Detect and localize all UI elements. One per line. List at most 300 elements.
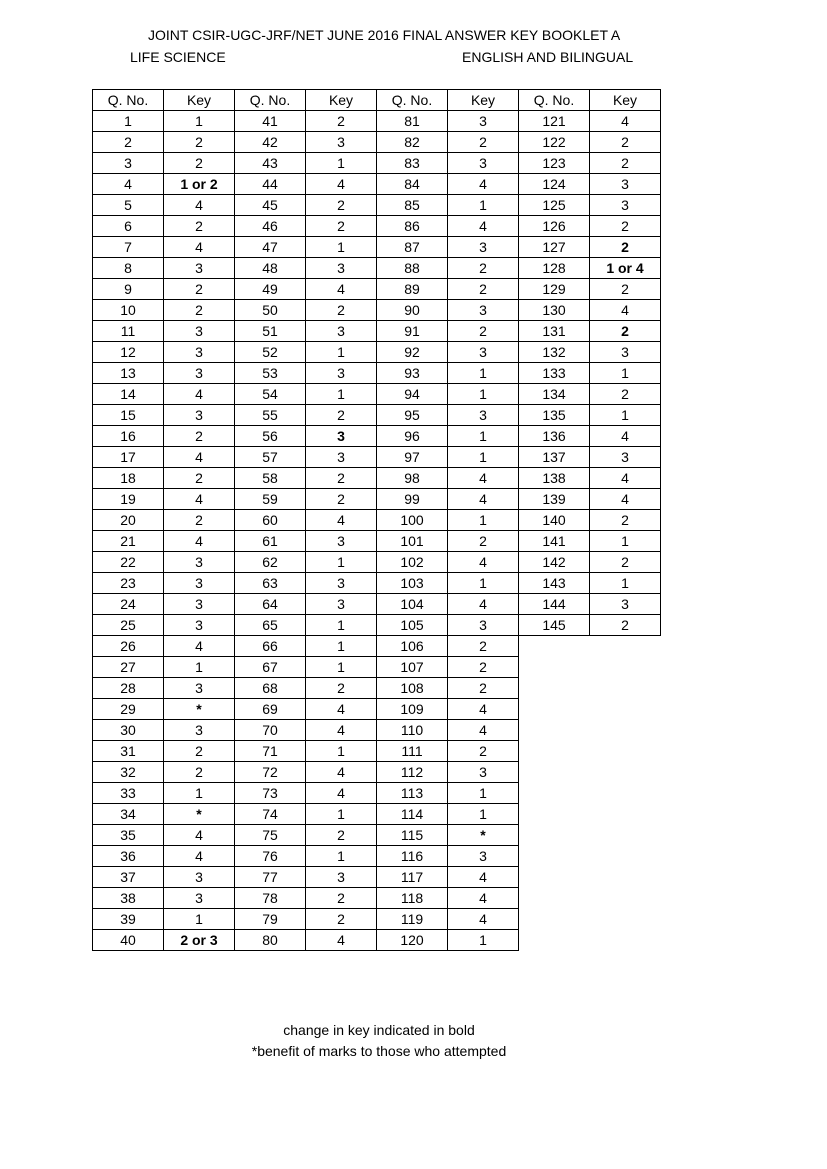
- question-number-cell: 37: [93, 867, 164, 888]
- table-row: [93, 930, 661, 951]
- answer-key-cell: 3: [590, 195, 661, 216]
- question-number-cell: 13: [93, 363, 164, 384]
- empty-cell: [590, 699, 661, 720]
- question-number-cell: 135: [519, 405, 590, 426]
- question-number-cell: 23: [93, 573, 164, 594]
- table-row: [93, 153, 661, 174]
- question-number-cell: 118: [377, 888, 448, 909]
- question-number-cell: 101: [377, 531, 448, 552]
- empty-cell: [519, 678, 590, 699]
- question-number-cell: 14: [93, 384, 164, 405]
- question-number-cell: 33: [93, 783, 164, 804]
- answer-key-cell: 3: [306, 132, 377, 153]
- answer-key-cell: 2: [590, 237, 661, 258]
- empty-cell: [519, 741, 590, 762]
- answer-key-cell: 3: [448, 846, 519, 867]
- question-number-cell: 106: [377, 636, 448, 657]
- answer-key-cell: 3: [306, 573, 377, 594]
- empty-cell: [590, 720, 661, 741]
- column-header-qno: Q. No.: [377, 90, 448, 111]
- answer-key-cell: 1: [306, 342, 377, 363]
- answer-key-cell: 3: [448, 153, 519, 174]
- answer-key-cell: 4: [448, 489, 519, 510]
- question-number-cell: 82: [377, 132, 448, 153]
- answer-key-cell: 4: [448, 909, 519, 930]
- answer-key-cell: 2: [590, 384, 661, 405]
- answer-key-cell: 2: [448, 678, 519, 699]
- answer-key-cell: 3: [306, 363, 377, 384]
- answer-key-cell: 1: [448, 804, 519, 825]
- empty-cell: [590, 804, 661, 825]
- answer-key-cell: 4: [448, 888, 519, 909]
- empty-cell: [519, 867, 590, 888]
- question-number-cell: 68: [235, 678, 306, 699]
- answer-key-cell: 1: [448, 426, 519, 447]
- empty-cell: [519, 825, 590, 846]
- answer-key-cell: 2: [164, 762, 235, 783]
- subject-label: LIFE SCIENCE: [130, 49, 226, 65]
- question-number-cell: 86: [377, 216, 448, 237]
- answer-key-cell: 3: [164, 573, 235, 594]
- table-row: [93, 258, 661, 279]
- question-number-cell: 5: [93, 195, 164, 216]
- answer-key-cell: 4: [448, 552, 519, 573]
- answer-key-cell: 2: [590, 615, 661, 636]
- answer-key-cell: 1 or 2: [164, 174, 235, 195]
- answer-key-cell: 3: [590, 342, 661, 363]
- question-number-cell: 41: [235, 111, 306, 132]
- answer-key-cell: 3: [448, 111, 519, 132]
- answer-key-cell: 2: [590, 510, 661, 531]
- answer-key-cell: 3: [164, 552, 235, 573]
- column-header-key: Key: [164, 90, 235, 111]
- page-title: JOINT CSIR-UGC-JRF/NET JUNE 2016 FINAL ANSWER KEY BOOKLET A: [148, 27, 621, 43]
- question-number-cell: 128: [519, 258, 590, 279]
- answer-key-cell: 1: [306, 636, 377, 657]
- answer-key-cell: 1: [448, 510, 519, 531]
- answer-key-cell: 3: [448, 342, 519, 363]
- answer-key-cell: 3: [590, 594, 661, 615]
- question-number-cell: 25: [93, 615, 164, 636]
- table-row: [93, 531, 661, 552]
- column-header-qno: Q. No.: [235, 90, 306, 111]
- answer-key-cell: 2: [306, 300, 377, 321]
- question-number-cell: 48: [235, 258, 306, 279]
- column-header-key: Key: [448, 90, 519, 111]
- answer-key-cell: 4: [448, 468, 519, 489]
- answer-key-cell: 2: [448, 132, 519, 153]
- question-number-cell: 107: [377, 657, 448, 678]
- answer-key-cell: 3: [448, 300, 519, 321]
- question-number-cell: 8: [93, 258, 164, 279]
- answer-key-cell: 3: [306, 594, 377, 615]
- table-row: [93, 909, 661, 930]
- answer-key-cell: 2: [306, 216, 377, 237]
- table-row: [93, 195, 661, 216]
- answer-key-cell: 2: [590, 279, 661, 300]
- answer-key-cell: 2: [306, 111, 377, 132]
- question-number-cell: 126: [519, 216, 590, 237]
- question-number-cell: 81: [377, 111, 448, 132]
- answer-key-cell: 2: [164, 153, 235, 174]
- answer-key-cell: 2: [590, 552, 661, 573]
- question-number-cell: 138: [519, 468, 590, 489]
- question-number-cell: 127: [519, 237, 590, 258]
- answer-key-cell: 2: [164, 426, 235, 447]
- question-number-cell: 113: [377, 783, 448, 804]
- answer-key-cell: 2: [306, 195, 377, 216]
- empty-cell: [519, 888, 590, 909]
- question-number-cell: 129: [519, 279, 590, 300]
- question-number-cell: 92: [377, 342, 448, 363]
- table-row: [93, 426, 661, 447]
- answer-key-cell: 3: [448, 405, 519, 426]
- answer-key-cell: 4: [448, 867, 519, 888]
- table-row: [93, 279, 661, 300]
- question-number-cell: 52: [235, 342, 306, 363]
- question-number-cell: 109: [377, 699, 448, 720]
- answer-key-cell: 4: [590, 300, 661, 321]
- answer-key-cell: 1: [590, 573, 661, 594]
- question-number-cell: 95: [377, 405, 448, 426]
- answer-key-cell: 3: [306, 867, 377, 888]
- answer-key-cell: 3: [306, 426, 377, 447]
- question-number-cell: 99: [377, 489, 448, 510]
- question-number-cell: 59: [235, 489, 306, 510]
- question-number-cell: 132: [519, 342, 590, 363]
- table-row: [93, 300, 661, 321]
- answer-key-cell: 4: [164, 825, 235, 846]
- question-number-cell: 45: [235, 195, 306, 216]
- answer-key-cell: 2: [590, 216, 661, 237]
- answer-key-cell: 4: [448, 216, 519, 237]
- empty-cell: [519, 930, 590, 951]
- question-number-cell: 3: [93, 153, 164, 174]
- answer-key-cell: 4: [448, 699, 519, 720]
- question-number-cell: 9: [93, 279, 164, 300]
- table-row: [93, 699, 661, 720]
- question-number-cell: 111: [377, 741, 448, 762]
- column-header-key: Key: [306, 90, 377, 111]
- question-number-cell: 28: [93, 678, 164, 699]
- answer-key-cell: 2: [306, 405, 377, 426]
- answer-key-cell: 1: [164, 909, 235, 930]
- empty-cell: [519, 636, 590, 657]
- question-number-cell: 130: [519, 300, 590, 321]
- answer-key-cell: 3: [164, 888, 235, 909]
- answer-key-cell: 4: [164, 636, 235, 657]
- question-number-cell: 96: [377, 426, 448, 447]
- table-row: [93, 321, 661, 342]
- answer-key-cell: 2: [448, 531, 519, 552]
- question-number-cell: 22: [93, 552, 164, 573]
- answer-key-cell: 2: [590, 321, 661, 342]
- answer-key-cell: 1: [306, 552, 377, 573]
- table-row: [93, 237, 661, 258]
- question-number-cell: 40: [93, 930, 164, 951]
- question-number-cell: 51: [235, 321, 306, 342]
- table-row: [93, 111, 661, 132]
- empty-cell: [519, 783, 590, 804]
- answer-key-cell: *: [164, 699, 235, 720]
- question-number-cell: 12: [93, 342, 164, 363]
- answer-key-cell: 4: [306, 699, 377, 720]
- answer-key-cell: 2: [164, 510, 235, 531]
- answer-key-cell: 4: [164, 489, 235, 510]
- answer-key-cell: 1: [306, 153, 377, 174]
- question-number-cell: 144: [519, 594, 590, 615]
- question-number-cell: 73: [235, 783, 306, 804]
- question-number-cell: 145: [519, 615, 590, 636]
- question-number-cell: 27: [93, 657, 164, 678]
- question-number-cell: 55: [235, 405, 306, 426]
- question-number-cell: 97: [377, 447, 448, 468]
- question-number-cell: 79: [235, 909, 306, 930]
- answer-key-cell: 2: [306, 468, 377, 489]
- table-row: [93, 132, 661, 153]
- answer-key-cell: 3: [306, 258, 377, 279]
- answer-key-cell: 4: [306, 762, 377, 783]
- answer-key-cell: 4: [590, 468, 661, 489]
- answer-key-cell: 2: [306, 825, 377, 846]
- question-number-cell: 10: [93, 300, 164, 321]
- empty-cell: [519, 699, 590, 720]
- table-row: [93, 762, 661, 783]
- answer-key-cell: 4: [306, 174, 377, 195]
- empty-cell: [590, 888, 661, 909]
- empty-cell: [590, 657, 661, 678]
- answer-key-cell: 3: [448, 762, 519, 783]
- question-number-cell: 30: [93, 720, 164, 741]
- question-number-cell: 124: [519, 174, 590, 195]
- answer-key-cell: 4: [164, 384, 235, 405]
- answer-key-cell: 2: [164, 216, 235, 237]
- table-row: [93, 615, 661, 636]
- question-number-cell: 53: [235, 363, 306, 384]
- table-row: [93, 384, 661, 405]
- column-header-qno: Q. No.: [93, 90, 164, 111]
- answer-key-cell: 2: [306, 909, 377, 930]
- question-number-cell: 141: [519, 531, 590, 552]
- question-number-cell: 142: [519, 552, 590, 573]
- question-number-cell: 44: [235, 174, 306, 195]
- answer-key-cell: 3: [590, 174, 661, 195]
- table-row: [93, 573, 661, 594]
- question-number-cell: 65: [235, 615, 306, 636]
- empty-cell: [519, 909, 590, 930]
- empty-cell: [590, 909, 661, 930]
- question-number-cell: 134: [519, 384, 590, 405]
- question-number-cell: 74: [235, 804, 306, 825]
- answer-key-cell: 2: [590, 153, 661, 174]
- question-number-cell: 21: [93, 531, 164, 552]
- question-number-cell: 94: [377, 384, 448, 405]
- answer-key-cell: 3: [590, 447, 661, 468]
- question-number-cell: 125: [519, 195, 590, 216]
- table-row: [93, 657, 661, 678]
- question-number-cell: 16: [93, 426, 164, 447]
- question-number-cell: 49: [235, 279, 306, 300]
- answer-key-cell: 3: [164, 678, 235, 699]
- question-number-cell: 17: [93, 447, 164, 468]
- answer-key-cell: 1: [306, 615, 377, 636]
- answer-key-cell: 3: [164, 405, 235, 426]
- question-number-cell: 34: [93, 804, 164, 825]
- answer-key-cell: 4: [306, 510, 377, 531]
- question-number-cell: 104: [377, 594, 448, 615]
- question-number-cell: 121: [519, 111, 590, 132]
- question-number-cell: 15: [93, 405, 164, 426]
- question-number-cell: 102: [377, 552, 448, 573]
- question-number-cell: 32: [93, 762, 164, 783]
- answer-key-cell: 4: [590, 111, 661, 132]
- question-number-cell: 87: [377, 237, 448, 258]
- answer-key-cell: 3: [164, 867, 235, 888]
- answer-key-cell: 2: [448, 657, 519, 678]
- answer-key-cell: 2: [448, 279, 519, 300]
- answer-key-cell: 1: [306, 237, 377, 258]
- answer-key-cell: 1: [164, 657, 235, 678]
- answer-key-cell: 1: [590, 363, 661, 384]
- answer-key-cell: 3: [448, 615, 519, 636]
- table-row: [93, 468, 661, 489]
- table-row: [93, 216, 661, 237]
- question-number-cell: 70: [235, 720, 306, 741]
- question-number-cell: 76: [235, 846, 306, 867]
- answer-key-cell: 2: [306, 678, 377, 699]
- table-row: [93, 363, 661, 384]
- question-number-cell: 114: [377, 804, 448, 825]
- answer-key-cell: 2: [164, 279, 235, 300]
- table-row: [93, 720, 661, 741]
- question-number-cell: 63: [235, 573, 306, 594]
- question-number-cell: 116: [377, 846, 448, 867]
- question-number-cell: 36: [93, 846, 164, 867]
- question-number-cell: 90: [377, 300, 448, 321]
- answer-key-cell: 1: [306, 846, 377, 867]
- question-number-cell: 69: [235, 699, 306, 720]
- question-number-cell: 2: [93, 132, 164, 153]
- empty-cell: [519, 657, 590, 678]
- table-row: [93, 804, 661, 825]
- question-number-cell: 140: [519, 510, 590, 531]
- answer-key-cell: 3: [164, 363, 235, 384]
- answer-key-cell: 2: [164, 300, 235, 321]
- table-row: [93, 342, 661, 363]
- question-number-cell: 56: [235, 426, 306, 447]
- answer-key-cell: 4: [448, 594, 519, 615]
- empty-cell: [590, 930, 661, 951]
- question-number-cell: 120: [377, 930, 448, 951]
- question-number-cell: 43: [235, 153, 306, 174]
- answer-key-cell: 2: [306, 489, 377, 510]
- question-number-cell: 46: [235, 216, 306, 237]
- question-number-cell: 62: [235, 552, 306, 573]
- question-number-cell: 133: [519, 363, 590, 384]
- answer-key-cell: 2: [164, 132, 235, 153]
- question-number-cell: 67: [235, 657, 306, 678]
- question-number-cell: 98: [377, 468, 448, 489]
- answer-key-cell: 3: [306, 321, 377, 342]
- question-number-cell: 6: [93, 216, 164, 237]
- question-number-cell: 4: [93, 174, 164, 195]
- answer-key-cell: 4: [306, 720, 377, 741]
- question-number-cell: 100: [377, 510, 448, 531]
- table-row: [93, 741, 661, 762]
- question-number-cell: 93: [377, 363, 448, 384]
- question-number-cell: 108: [377, 678, 448, 699]
- answer-key-cell: 2: [448, 636, 519, 657]
- bold-change-note: change in key indicated in bold: [283, 1022, 475, 1038]
- empty-cell: [590, 783, 661, 804]
- question-number-cell: 71: [235, 741, 306, 762]
- empty-cell: [519, 762, 590, 783]
- empty-cell: [590, 741, 661, 762]
- question-number-cell: 50: [235, 300, 306, 321]
- answer-key-cell: 3: [306, 531, 377, 552]
- table-row: [93, 867, 661, 888]
- question-number-cell: 112: [377, 762, 448, 783]
- question-number-cell: 26: [93, 636, 164, 657]
- empty-cell: [590, 762, 661, 783]
- answer-key-cell: 4: [306, 279, 377, 300]
- answer-key-cell: 1: [448, 384, 519, 405]
- question-number-cell: 83: [377, 153, 448, 174]
- answer-key-cell: 4: [164, 447, 235, 468]
- table-row: [93, 174, 661, 195]
- question-number-cell: 11: [93, 321, 164, 342]
- question-number-cell: 131: [519, 321, 590, 342]
- question-number-cell: 89: [377, 279, 448, 300]
- question-number-cell: 66: [235, 636, 306, 657]
- answer-key-cell: 3: [164, 615, 235, 636]
- question-number-cell: 119: [377, 909, 448, 930]
- question-number-cell: 139: [519, 489, 590, 510]
- answer-key-cell: 3: [164, 342, 235, 363]
- question-number-cell: 35: [93, 825, 164, 846]
- table-row: [93, 888, 661, 909]
- question-number-cell: 123: [519, 153, 590, 174]
- answer-key-cell: 2 or 3: [164, 930, 235, 951]
- question-number-cell: 18: [93, 468, 164, 489]
- empty-cell: [590, 846, 661, 867]
- answer-key-cell: 1: [306, 741, 377, 762]
- table-row: [93, 825, 661, 846]
- answer-key-cell: 1: [306, 804, 377, 825]
- empty-cell: [519, 846, 590, 867]
- answer-key-cell: 4: [448, 174, 519, 195]
- answer-key-cell: 3: [164, 321, 235, 342]
- empty-cell: [519, 720, 590, 741]
- answer-key-cell: 3: [306, 447, 377, 468]
- question-number-cell: 58: [235, 468, 306, 489]
- answer-key-cell: 4: [164, 531, 235, 552]
- question-number-cell: 117: [377, 867, 448, 888]
- answer-key-cell: 4: [164, 846, 235, 867]
- question-number-cell: 31: [93, 741, 164, 762]
- question-number-cell: 1: [93, 111, 164, 132]
- answer-key-cell: *: [164, 804, 235, 825]
- question-number-cell: 88: [377, 258, 448, 279]
- answer-key-cell: 3: [164, 258, 235, 279]
- answer-key-cell: 2: [306, 888, 377, 909]
- answer-key-cell: 4: [590, 426, 661, 447]
- question-number-cell: 77: [235, 867, 306, 888]
- answer-key-cell: 1: [448, 930, 519, 951]
- question-number-cell: 38: [93, 888, 164, 909]
- question-number-cell: 60: [235, 510, 306, 531]
- table-row: [93, 489, 661, 510]
